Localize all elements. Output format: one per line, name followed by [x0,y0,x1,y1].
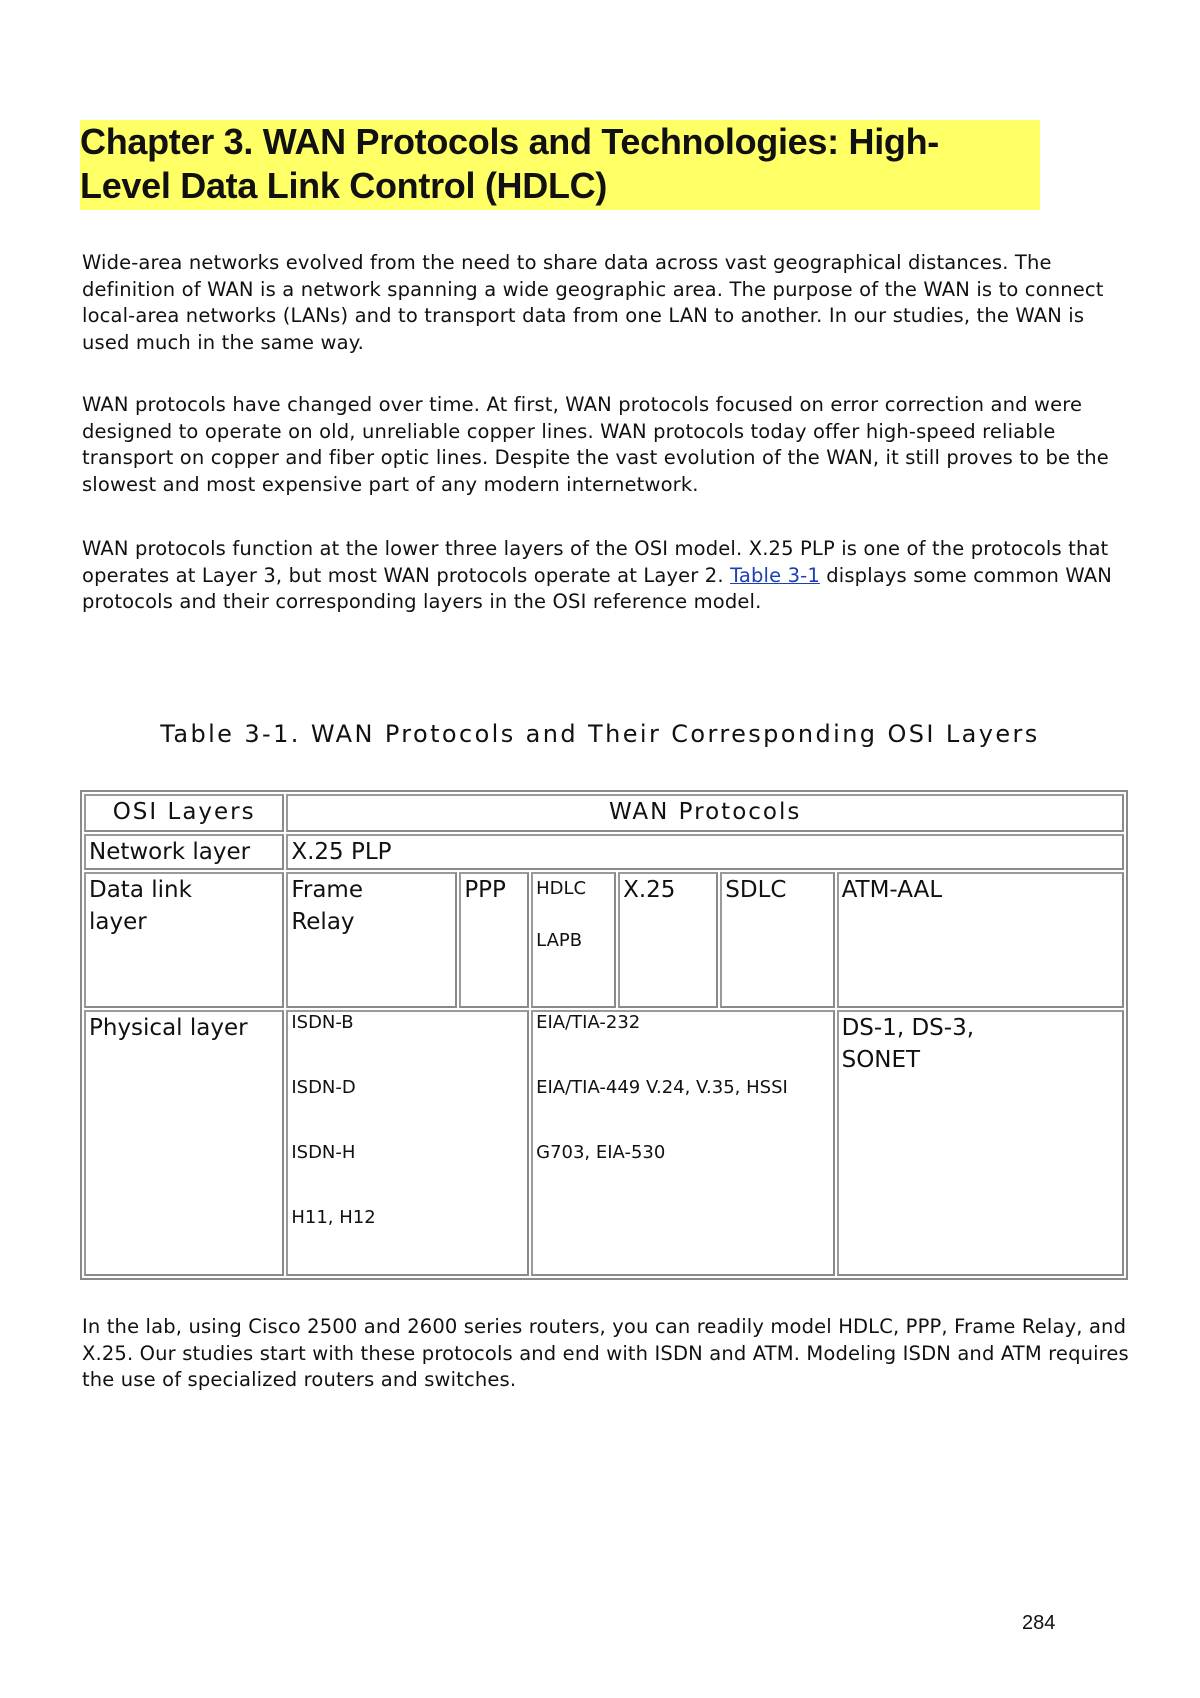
header-osi-layers: OSI Layers [84,794,284,832]
paragraph-lab-routers: In the lab, using Cisco 2500 and 2600 series routers, you can readily model HDLC, PPP, Frame Relay, and X.25. Our studies start with these protocols and end with ISDN and ATM. Modeling ISDN and ATM requires the use of specialized routers and switches. [82,1315,1129,1391]
chapter-title [80,120,1040,210]
osi-wan-protocols-table [80,790,1128,1280]
paragraph-wan-layers-text-b: displays some common WAN protocols and their corresponding layers in the OSI reference model. [82,563,1113,613]
cell-frame-relay [286,872,457,1008]
cell-isdn-list [286,1010,529,1276]
table-row-datalink [84,872,1124,1008]
header-wan-protocols: WAN Protocols [286,794,1124,832]
cell-isdn-d: ISDN-D [291,1077,356,1098]
table-row-physical [84,1010,1124,1276]
cell-ds-line-1: DS-1, DS-3, [841,1015,975,1041]
cell-ds-sonet [837,1010,1124,1276]
page-number: 284 [1022,1612,1056,1634]
cell-frame-relay-line-2: Relay [291,909,355,935]
table-row-network [84,834,1124,870]
cell-atm-aal: ATM-AAL [837,872,1124,1008]
table-header-row [84,794,1124,832]
cell-hdlc-lapb [531,872,616,1008]
cell-data-link-layer-line-2: layer [89,909,147,935]
paragraph-wan-layers-text-a: WAN protocols function at the lower three layers of the OSI model. X.25 PLP is one of the protocols that operates at Layer 3, but most WAN protocols operate at Layer 2. [82,537,1109,587]
cell-ds-line-2: SONET [841,1047,921,1073]
table-caption: Table 3-1. WAN Protocols and Their Corresponding OSI Layers [160,720,1040,748]
cell-data-link-layer-line-1: Data link [89,877,192,903]
cell-g703: G703, EIA-530 [536,1142,666,1163]
cell-sdlc: SDLC [720,872,834,1008]
cell-lapb: LAPB [536,930,583,951]
chapter-title-line-2: Level Data Link Control (HDLC) [80,165,608,206]
paragraph-wan-definition: Wide-area networks evolved from the need to share data across vast geographical distances. The definition of WAN is a network spanning a wide geographic area. The purpose of the WAN is to connect local-area networks (LANs) and to transport data from one LAN to another. In our studies, the WAN is used much in the same way. [82,251,1104,354]
cell-x25-plp: X.25 PLP [286,834,1124,870]
table-3-1-link[interactable]: Table 3-1 [730,563,820,587]
chapter-title-line-1: Chapter 3. WAN Protocols and Technologies: High- [80,121,939,162]
paragraph-wan-evolution: WAN protocols have changed over time. At first, WAN protocols focused on error correction and were designed to operate on old, unreliable copper lines. WAN protocols today offer high-speed reliable transport on copper and fiber optic lines. Despite the vast evolution of the WAN, it still proves to be the slowest and most expensive part of any modern internetwork. [82,393,1109,496]
cell-eia-list [531,1010,834,1276]
cell-h11-h12: H11, H12 [291,1207,376,1228]
cell-network-layer: Network layer [84,834,284,870]
cell-hdlc: HDLC [536,878,587,899]
cell-isdn-h: ISDN-H [291,1142,356,1163]
paragraph-wan-layers [82,536,1132,616]
cell-eia-tia-232: EIA/TIA-232 [536,1012,641,1033]
cell-ppp: PPP [459,872,529,1008]
cell-physical-layer: Physical layer [84,1010,284,1276]
cell-eia-tia-449: EIA/TIA-449 V.24, V.35, HSSI [536,1077,788,1098]
cell-isdn-b: ISDN-B [291,1012,354,1033]
cell-data-link-layer [84,872,284,1008]
cell-x25: X.25 [618,872,718,1008]
cell-frame-relay-line-1: Frame [291,877,363,903]
